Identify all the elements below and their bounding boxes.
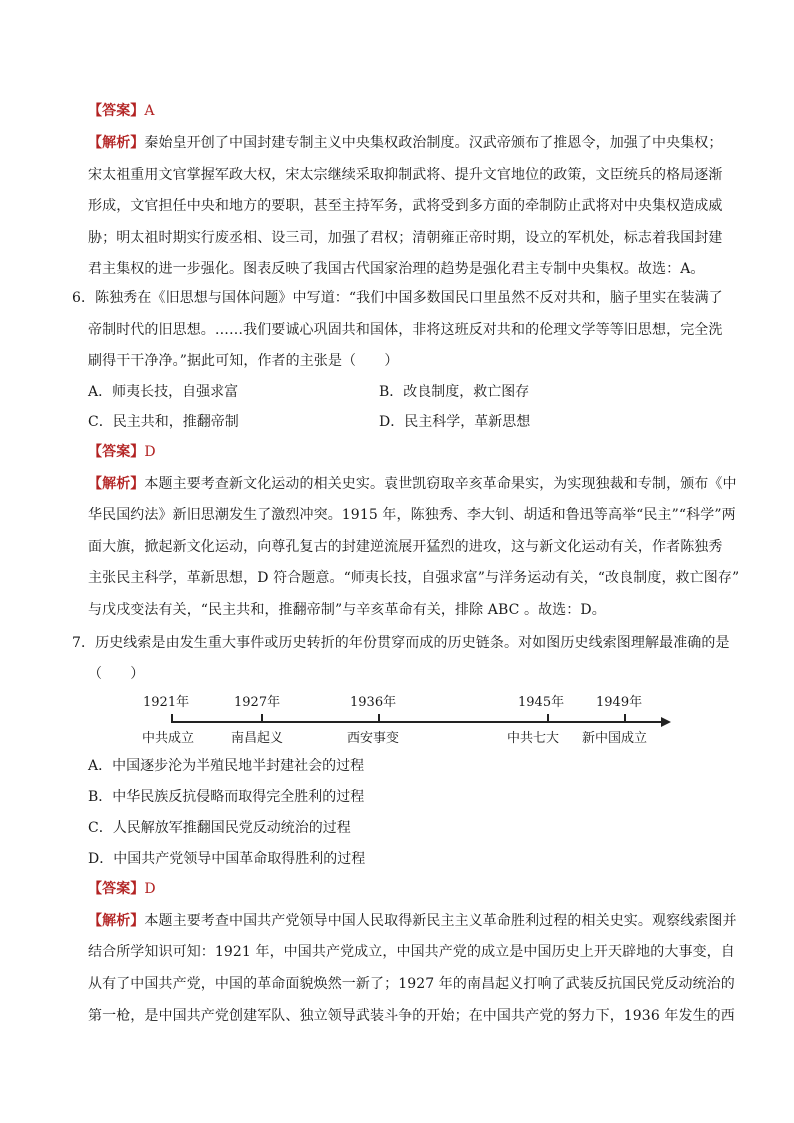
timeline-event-1921: 中共成立: [142, 731, 195, 746]
q6-analysis-line-3: 面大旗，掀起新文化运动，向尊孔复古的封建逆流展开猛烈的进攻，这与新文化运动有关，作者陈独秀: [88, 539, 723, 555]
q7-answer-line: [88, 879, 156, 899]
timeline-tick: [171, 714, 173, 722]
analysis-text: 本题主要考查新文化运动的相关史实。袁世凯窃取辛亥革命果实，为实现独裁和专制，颁布《中: [144, 476, 737, 492]
timeline-event-1927: 南昌起义: [231, 731, 284, 746]
q6-option-b: B．改良制度，救亡图存: [379, 384, 530, 400]
timeline-event-1936: 西安事变: [347, 731, 400, 746]
q6-analysis-line-4: 主张民主科学，革新思想，D 符合题意。“师夷长技，自强求富”与洋务运动有关，“改良制度，救亡图存”: [88, 570, 740, 586]
q6-analysis-line-1: [88, 474, 737, 494]
answer-label: 【答案】: [88, 881, 145, 897]
q7-option-c: C．人民解放军推翻国民党反动统治的过程: [88, 820, 351, 836]
analysis-label: 【解析】: [88, 476, 145, 492]
q6-stem-line-3: 刷得干干净净。”据此可知，作者的主张是（ ）: [88, 353, 399, 369]
q7-stem-line-2: （ ）: [88, 666, 145, 682]
timeline-tick: [547, 714, 549, 722]
timeline-year-1921: 1921年: [143, 695, 190, 710]
q5-analysis-line-3: 形成，文官担任中央和地方的要职，甚至主持军务，武将受到多方面的牵制防止武将对中央集权造成威: [88, 198, 723, 214]
q5-answer-line: [88, 101, 155, 121]
timeline-year-1949: 1949年: [596, 695, 643, 710]
timeline-event-1945: 中共七大: [507, 731, 560, 746]
q7-analysis-line-1: [88, 911, 737, 931]
timeline-year-1927: 1927年: [234, 695, 281, 710]
q5-analysis-line-5: 君主集权的进一步强化。图表反映了我国古代国家治理的趋势是强化君主专制中央集权。故选：A。: [88, 261, 705, 277]
timeline-tick: [624, 714, 626, 722]
answer-value: D: [144, 881, 156, 897]
analysis-text: 本题主要考查中国共产党领导中国人民取得新民主主义革命胜利过程的相关史实。观察线索图并: [144, 913, 737, 929]
q5-analysis-line-2: 宋太祖重用文官掌握军政大权，宋太宗继续采取抑制武将、提升文官地位的政策，文臣统兵的格局逐渐: [88, 167, 723, 183]
q5-analysis-line-1: [88, 133, 723, 153]
timeline-tick: [261, 714, 263, 722]
q6-answer-line: [88, 442, 156, 462]
analysis-label: 【解析】: [88, 135, 145, 151]
timeline-arrow-icon: [661, 717, 671, 727]
answer-label: 【答案】: [88, 103, 145, 119]
q6-option-d: D．民主科学，革新思想: [379, 414, 531, 430]
timeline-axis: [171, 721, 663, 723]
q5-analysis-line-4: 胁；明太祖时期实行废丞相、设三司，加强了君权；清朝雍正帝时期，设立的军机处，标志着我国封建: [88, 230, 723, 246]
q6-stem-line-1: [72, 288, 723, 308]
answer-label: 【答案】: [88, 444, 145, 460]
question-number: 6．: [72, 290, 96, 306]
q6-option-c: C．民主共和，推翻帝制: [88, 414, 239, 430]
q7-analysis-line-2: 结合所学知识可知：1921 年，中国共产党成立，中国共产党的成立是中国历史上开天辟地的大事变，自: [88, 944, 735, 960]
analysis-label: 【解析】: [88, 913, 145, 929]
q7-stem-line-1: [72, 633, 730, 653]
question-stem: 陈独秀在《旧思想与国体问题》中写道：“我们中国多数国民口里虽然不反对共和，脑子里实在装满了: [95, 290, 723, 306]
answer-value: A: [144, 103, 155, 119]
q7-analysis-line-3: 从有了中国共产党，中国的革命面貌焕然一新了；1927 年的南昌起义打响了武装反抗国民党反动统治的: [88, 976, 735, 992]
q6-analysis-line-5: 与戊戌变法有关，“民主共和，推翻帝制”与辛亥革命有关，排除 ABC 。故选：D。: [88, 602, 606, 618]
q6-analysis-line-2: 华民国约法》新旧思潮发生了激烈冲突。1915 年，陈独秀、李大钊、胡适和鲁迅等高举“民主”“科学”两: [88, 507, 736, 523]
q7-option-a: A．中国逐步沦为半殖民地半封建社会的过程: [88, 758, 365, 774]
q7-option-b: B．中华民族反抗侵略而取得完全胜利的过程: [88, 789, 365, 805]
answer-value: D: [144, 444, 156, 460]
timeline-year-1945: 1945年: [518, 695, 565, 710]
timeline-tick: [378, 714, 380, 722]
q7-option-d: D．中国共产党领导中国革命取得胜利的过程: [88, 851, 366, 867]
timeline-event-1949: 新中国成立: [582, 731, 648, 746]
analysis-text: 秦始皇开创了中国封建专制主义中央集权政治制度。汉武帝颁布了推恩令，加强了中央集权；: [144, 135, 723, 151]
q6-option-a: A．师夷长技，自强求富: [88, 384, 239, 400]
timeline-year-1936: 1936年: [350, 695, 397, 710]
q6-stem-line-2: 帝制时代的旧思想。……我们要诚心巩固共和国体，非将这班反对共和的伦理文学等等旧思想，完全洗: [88, 322, 723, 338]
q7-analysis-line-4: 第一枪，是中国共产党创建军队、独立领导武装斗争的开始；在中国共产党的努力下，1936 年发生的西: [88, 1008, 735, 1024]
question-stem: 历史线索是由发生重大事件或历史转折的年份贯穿而成的历史链条。对如图历史线索图理解最准确的是: [95, 635, 730, 651]
question-number: 7．: [72, 635, 96, 651]
